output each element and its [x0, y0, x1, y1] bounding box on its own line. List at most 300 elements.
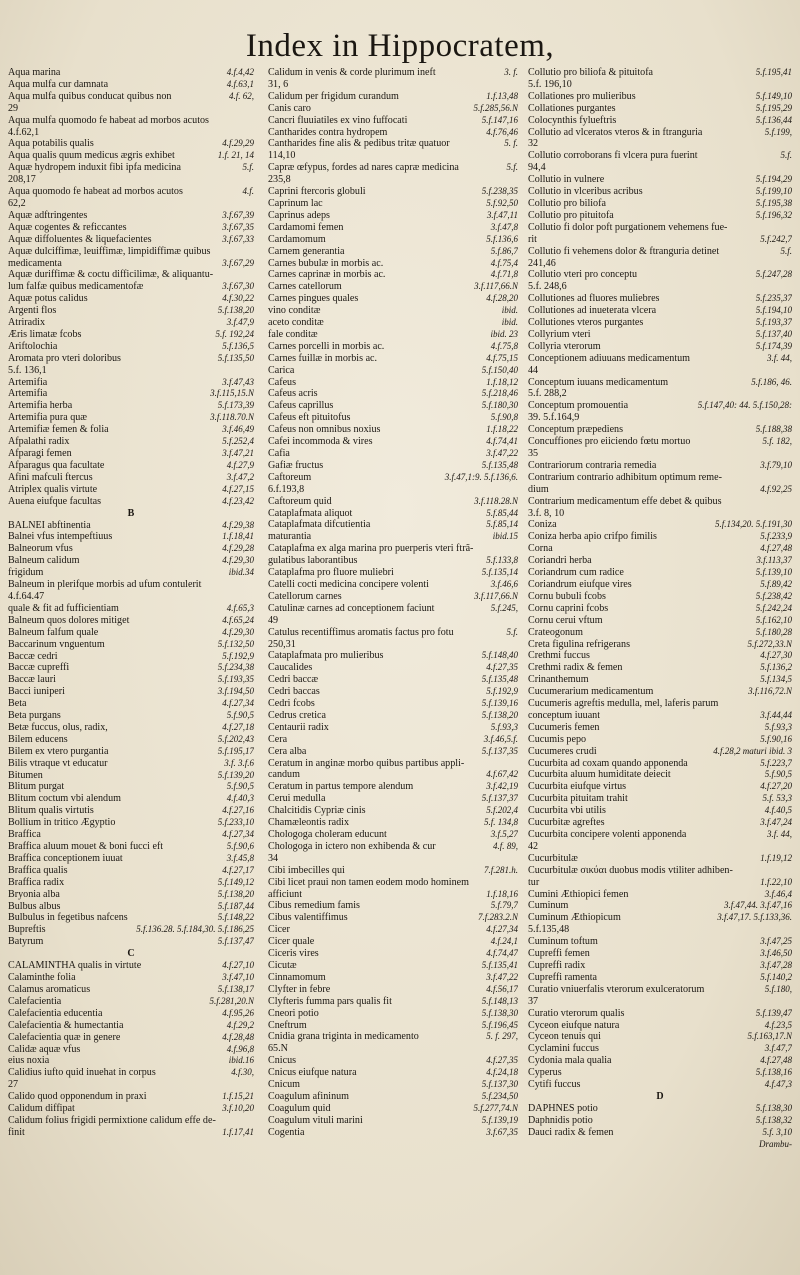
index-entry	[8, 936, 254, 948]
index-entry	[268, 1091, 518, 1103]
entry-term: Carnes fuillæ in morbis ac.	[268, 352, 378, 364]
entry-term: Collutio pro pituitofa	[528, 209, 614, 221]
index-entry	[528, 365, 792, 377]
entry-term: Cafeus	[268, 376, 297, 388]
index-entry	[8, 710, 254, 722]
entry-reference: 5.f.174,39	[755, 340, 792, 351]
entry-term: Bulbus albus	[8, 900, 61, 912]
entry-term: Cataplafmata pro mulieribus	[268, 650, 384, 662]
entry-reference: 4.f.29,30	[222, 555, 254, 566]
index-entry	[8, 317, 254, 329]
entry-term: Coniza	[528, 519, 557, 531]
entry-term: Cupreffi femen	[528, 948, 590, 960]
entry-term: Afparagus qua facultate	[8, 459, 105, 471]
entry-reference: 5.f.138,20	[481, 709, 518, 720]
entry-term: Cantharides contra hydropem	[268, 126, 388, 138]
entry-reference: 5.f.138,30	[481, 1007, 518, 1018]
entry-reference: 5.f.90,5	[226, 710, 254, 721]
index-entry	[268, 793, 518, 805]
entry-reference: 5.f.135,50	[217, 352, 254, 363]
index-entry	[268, 91, 518, 103]
entry-reference: 5.f.233,9	[760, 531, 792, 542]
index-entry	[268, 865, 518, 877]
entry-term: Balneum quos dolores mitiget	[8, 614, 130, 626]
index-entry	[528, 674, 792, 686]
index-entry	[268, 758, 518, 770]
entry-reference: 4.f.27,34	[486, 924, 518, 935]
entry-term: Cera	[268, 733, 288, 745]
index-entry	[528, 198, 792, 210]
entry-reference: 4.f.24,1	[490, 936, 518, 947]
entry-term: Calefacientia & humectantia	[8, 1019, 124, 1031]
entry-reference: 5.f.137,37	[481, 793, 518, 804]
index-entry	[528, 591, 792, 603]
entry-reference: ibid.	[501, 317, 518, 328]
index-entry	[268, 627, 518, 639]
index-entry	[528, 436, 792, 448]
entry-term: Carnem generantia	[268, 245, 345, 257]
index-entry	[8, 567, 254, 579]
index-entry	[8, 365, 254, 377]
entry-reference: 3.f.45,8	[226, 852, 254, 863]
entry-reference: 5.f.134,20. 5.f.191,30	[714, 519, 792, 530]
entry-reference: 5.f.195,17	[217, 745, 254, 756]
entry-term: Carnes bubulæ in morbis ac.	[268, 257, 384, 269]
entry-term: Bilem educens	[8, 733, 68, 745]
index-entry	[268, 936, 518, 948]
entry-reference: 3.f.67,35	[486, 1126, 518, 1137]
entry-term: Collutio fi vehemens dolor & ftranguria detinet	[528, 245, 720, 257]
index-entry	[528, 1020, 792, 1032]
index-entry	[8, 1032, 254, 1044]
index-entry	[8, 138, 254, 150]
index-entry	[8, 853, 254, 865]
index-entry	[528, 710, 792, 722]
entry-reference: 5.f.149,12	[217, 876, 254, 887]
entry-term: frigidum	[8, 567, 44, 579]
entry-reference: 1.f.18,12	[486, 376, 518, 387]
index-entry	[8, 162, 254, 174]
index-entry	[528, 758, 792, 770]
index-entry	[8, 293, 254, 305]
entry-reference: 4.f.24,18	[486, 1067, 518, 1078]
entry-reference: 4.f.28,2 maturi ibid. 3	[713, 745, 792, 756]
index-entry	[528, 519, 792, 531]
index-entry	[8, 67, 254, 79]
index-entry	[268, 138, 518, 150]
entry-term: Cucurbita vbi utilis	[528, 805, 606, 817]
entry-reference: 5.f.136,2	[760, 662, 792, 673]
entry-term: Balneorum vfus	[8, 543, 73, 555]
index-entry	[8, 127, 254, 139]
entry-reference: 3.f.47,22	[486, 448, 518, 458]
entry-reference: 4.f.27,48	[760, 1055, 792, 1066]
index-entry	[528, 341, 792, 353]
entry-reference: 5.f.245,	[490, 602, 518, 613]
index-entry	[8, 627, 254, 639]
entry-term: Coriandri herba	[528, 555, 592, 567]
index-entry	[268, 472, 518, 484]
index-entry	[8, 1079, 254, 1091]
entry-reference: 5.f. 53,3	[762, 793, 792, 804]
index-entry	[268, 698, 518, 710]
entry-reference: 5.f.202,4	[486, 805, 518, 816]
entry-term: Cedri baccæ	[268, 674, 319, 686]
entry-reference: 4.f.27,17	[222, 864, 254, 875]
index-entry	[268, 924, 518, 936]
index-entry	[8, 436, 254, 448]
entry-reference: 3.f. 44,	[766, 352, 792, 363]
index-entry	[8, 734, 254, 746]
entry-term: 32	[528, 138, 539, 150]
index-entry	[528, 1043, 792, 1055]
entry-term: Calidum diffipat	[8, 1103, 75, 1115]
index-entry	[268, 1020, 518, 1032]
index-entry	[268, 662, 518, 674]
entry-term: Cupreffi radix	[528, 959, 586, 971]
index-entry	[528, 91, 792, 103]
entry-reference: 5.f.180,28	[755, 626, 792, 637]
index-entry	[268, 365, 518, 377]
index-entry	[268, 258, 518, 270]
index-entry	[8, 603, 254, 615]
entry-term: eius noxia	[8, 1055, 50, 1067]
entry-reference: 5.f.86,7	[490, 245, 518, 256]
index-entry	[268, 674, 518, 686]
entry-term: 241,46	[528, 257, 556, 269]
index-entry	[8, 1115, 254, 1127]
index-entry	[528, 1055, 792, 1067]
index-entry	[268, 460, 518, 472]
entry-term: Calefacientia quæ in genere	[8, 1031, 121, 1043]
entry-reference: 5.f.138,30	[755, 1102, 792, 1113]
index-entry	[528, 127, 792, 139]
index-entry	[268, 186, 518, 198]
entry-reference: 3.f.79,10	[760, 459, 792, 470]
entry-reference: 5.f.137,40	[755, 328, 792, 339]
entry-term: Cafei incommoda & vires	[268, 436, 373, 448]
entry-reference: 4.f.27,15	[222, 483, 254, 494]
entry-term: Cucurbita eiufque virtus	[528, 781, 627, 793]
index-entry	[528, 889, 792, 901]
entry-reference: ibid.15	[492, 531, 518, 542]
entry-reference: 4.f.28,48	[222, 1031, 254, 1042]
index-entry	[528, 1103, 792, 1115]
entry-term: Atriplex qualis virtute	[8, 483, 98, 495]
index-entry	[8, 186, 254, 198]
entry-term: 27	[8, 1079, 19, 1091]
entry-term: Braffica aluum mouet & boni fucci eft	[8, 841, 164, 852]
index-entry	[8, 115, 254, 127]
entry-term: Cuminum	[528, 900, 569, 912]
entry-reference: 5.f.148,13	[481, 995, 518, 1006]
entry-term: rit	[528, 233, 537, 245]
entry-term: Cedri fcobs	[268, 698, 315, 710]
entry-reference: 4.f.76,46	[486, 126, 518, 137]
entry-term: 208,17	[8, 174, 36, 186]
entry-reference: 3.f.47,8	[490, 221, 518, 232]
entry-term: Calido quod opponendum in praxi	[8, 1091, 147, 1103]
entry-reference: 5.f.136.28. 5.f.184,30. 5.f.186,25	[136, 924, 254, 935]
entry-term: Collutio in vlceribus acribus	[528, 186, 643, 198]
entry-reference: 5.f.150,40	[481, 364, 518, 375]
entry-term: 49	[268, 614, 279, 626]
entry-reference: 3.f.47,11	[486, 209, 518, 220]
index-entry	[268, 377, 518, 389]
entry-term: Cardamomi femen	[268, 221, 344, 233]
index-entry	[528, 150, 792, 162]
entry-term: Collyria vterorum	[528, 340, 601, 352]
index-entry	[8, 174, 254, 186]
index-entry	[8, 639, 254, 651]
entry-reference: 3.f.47,9	[226, 317, 254, 328]
entry-reference: 4.f.75,4	[490, 257, 518, 268]
entry-reference: 3.f.118.28.N	[474, 495, 518, 506]
index-entry	[528, 627, 792, 639]
index-entry	[268, 710, 518, 722]
entry-reference: 5.f.	[780, 150, 792, 161]
index-entry	[268, 900, 518, 912]
index-entry	[268, 305, 518, 317]
index-entry	[8, 817, 254, 829]
entry-reference: 5.f.247,28	[755, 269, 792, 280]
entry-reference: 5.f.188,38	[755, 424, 792, 435]
entry-reference: 5.f.133,8	[486, 555, 518, 566]
entry-reference: 3.f.47,21	[222, 448, 254, 458]
entry-reference: 3.f.115,15.N	[210, 388, 254, 399]
entry-term: Chamæleontis radix	[268, 817, 350, 829]
entry-reference: 3.f.47,2	[226, 471, 254, 482]
entry-term: Blitum qualis virtutis	[8, 805, 94, 817]
entry-term: Cafeus caprillus	[268, 400, 334, 412]
index-entry	[8, 972, 254, 984]
index-entry	[8, 579, 254, 591]
entry-reference: 5.f.135,48	[481, 459, 518, 470]
index-entry	[528, 972, 792, 984]
index-entry	[268, 650, 518, 662]
entry-term: Collutio pro biliofa & pituitofa	[528, 67, 654, 78]
entry-term: Coriandrum eiufque vires	[528, 578, 632, 590]
index-entry	[528, 258, 792, 270]
index-entry	[268, 67, 518, 79]
entry-term: Cupreffi ramenta	[528, 971, 598, 983]
index-entry	[8, 698, 254, 710]
entry-term: 5.f. 136,1	[8, 364, 47, 376]
entry-term: 5.f. 248,6	[528, 281, 567, 293]
index-entry	[528, 1067, 792, 1079]
entry-reference: 4.f.	[242, 186, 254, 197]
entry-term: 3.f. 8, 10	[528, 507, 565, 519]
entry-term: Ariftolochia	[8, 340, 58, 352]
entry-term: Cardamomum	[268, 233, 326, 245]
entry-reference: 3.f.47,7	[764, 1043, 792, 1054]
entry-term: maturantia	[268, 531, 312, 543]
index-entry	[528, 805, 792, 817]
index-entry	[268, 829, 518, 841]
index-entry	[8, 198, 254, 210]
index-entry	[268, 948, 518, 960]
index-entry	[528, 79, 792, 91]
entry-reference: 4.f.27,10	[222, 960, 254, 971]
entry-reference: 5.f.134,5	[760, 674, 792, 685]
entry-reference: 4.f.75,8	[490, 340, 518, 351]
index-entry	[528, 865, 792, 877]
index-entry	[8, 412, 254, 424]
entry-reference: 3.f.44,44	[760, 709, 792, 720]
entry-reference: 5.f.135,41	[481, 959, 518, 970]
entry-reference: 4.f.65,24	[222, 614, 254, 625]
index-entry	[8, 984, 254, 996]
entry-term: Cerui medulla	[268, 793, 326, 805]
entry-term: Braffica radix	[8, 876, 65, 888]
entry-term: Catulus recentiffimus aromatis factus pro fotu	[268, 626, 454, 638]
entry-reference: 5.f.192,9	[222, 650, 254, 661]
entry-reference: 4.f.27,34	[222, 698, 254, 709]
entry-term: Cicer quale	[268, 936, 315, 948]
entry-reference: 3.f.47,43	[222, 376, 254, 387]
entry-term: Ceratum in partus tempore alendum	[268, 781, 414, 793]
index-entry	[8, 889, 254, 901]
entry-term: 65.N	[268, 1043, 288, 1055]
entry-term: Braffica qualis	[8, 864, 68, 876]
index-entry	[268, 805, 518, 817]
entry-term: BALNEI abftinentia	[8, 519, 91, 531]
entry-term: Aquæ cogentes & reficcantes	[8, 221, 127, 233]
index-entry	[528, 746, 792, 758]
entry-reference: 3.f.46,49	[222, 424, 254, 435]
page-title: Index in Hippocratem,	[245, 28, 555, 64]
entry-term: Cataplafma pro fluore muliebri	[268, 567, 394, 579]
entry-reference: 3.f.47,1:9. 5.f.136,6.	[444, 471, 518, 482]
index-entry	[8, 829, 254, 841]
entry-reference: 5.f.149,10	[755, 90, 792, 101]
entry-term: Cantharides fine alis & pedibus tritæ quatuor	[268, 138, 450, 150]
entry-term: Collutio corroborans fi vlcera pura fuerint	[528, 150, 698, 162]
index-entry	[528, 650, 792, 662]
index-entry	[528, 246, 792, 258]
entry-term: Cucurbitæ agreftes	[528, 817, 605, 829]
entry-reference: 3.f.67,33	[222, 233, 254, 244]
entry-reference: 5.f.137,35	[481, 745, 518, 756]
index-entry	[528, 984, 792, 996]
entry-reference: 5.f.137,47	[217, 936, 254, 947]
entry-term: Concuffiones pro eiiciendo fœtu mortuo	[528, 436, 691, 448]
entry-reference: 5.f.218,46	[481, 388, 518, 399]
index-entry	[528, 496, 792, 508]
index-entry	[8, 353, 254, 365]
entry-reference: 3.f.194,50	[217, 686, 254, 697]
entry-reference: 1.f.13,48	[486, 90, 518, 101]
section-letter: D	[656, 1090, 664, 1102]
index-entry	[268, 341, 518, 353]
index-entry	[528, 484, 792, 496]
entry-reference: 4.f.27,20	[760, 781, 792, 792]
index-entry	[8, 448, 254, 460]
index-entry	[268, 972, 518, 984]
entry-reference: 5.f.135,48	[481, 674, 518, 685]
index-entry	[268, 543, 518, 555]
entry-term: Bacci iuniperi	[8, 686, 65, 698]
entry-reference: 5.f.180,	[764, 983, 792, 994]
entry-reference: 5.f.242,24	[755, 602, 792, 613]
entry-term: Chologoga in ictero non exhibenda & cur	[268, 840, 436, 852]
entry-term: Crethmi radix & femen	[528, 662, 623, 674]
index-entry	[8, 305, 254, 317]
entry-term: Canis caro	[268, 102, 311, 114]
index-entry	[528, 317, 792, 329]
index-entry	[528, 853, 792, 865]
entry-reference: 5.f.136,44	[755, 114, 792, 125]
entry-term: Bilem ex vtero purgantia	[8, 745, 109, 757]
entry-term: Calamus aromaticus	[8, 983, 91, 995]
index-entry	[268, 269, 518, 281]
index-entry	[528, 508, 792, 520]
entry-term: Braffica	[8, 829, 41, 841]
entry-term: Caprinus adeps	[268, 209, 330, 221]
index-entry	[268, 1055, 518, 1067]
entry-reference: 5.f.139,47	[755, 1007, 792, 1018]
entry-reference: 3.f.46,50	[760, 948, 792, 959]
entry-term: Collutio ad vlceratos vteros & in ftranguria	[528, 126, 703, 138]
entry-term: Crateogonum	[528, 626, 583, 638]
entry-term: Curatio vterorum qualis	[528, 1007, 625, 1019]
index-entry	[528, 281, 792, 293]
entry-term: Calidum folius frigidi permixtione calidum effe de-	[8, 1114, 216, 1126]
entry-term: Cucurbita aluum humiditate deiecit	[528, 769, 671, 781]
entry-term: 94,4	[528, 162, 546, 174]
entry-reference: 5.f.90,16	[760, 733, 792, 744]
entry-term: Cataplafma ex alga marina pro puerperis vteri ftrã-	[268, 543, 474, 555]
entry-term: Aqua marina	[8, 67, 61, 78]
entry-term: Collutiones ad inueterata vlcera	[528, 305, 657, 317]
entry-reference: 4.f.23,42	[222, 495, 254, 506]
entry-reference: 5.f.199,10	[755, 186, 792, 197]
index-entry	[8, 924, 254, 936]
entry-term: Cataplafmata aliquot	[268, 507, 353, 519]
index-entry	[528, 222, 792, 234]
index-entry	[528, 543, 792, 555]
entry-reference: 5.f.272,33.N	[747, 638, 792, 649]
entry-reference: Drambu-	[759, 1138, 792, 1149]
entry-term: Carnes caprinæ in morbis ac.	[268, 269, 386, 281]
entry-term: Carnes porcelli in morbis ac.	[268, 340, 385, 352]
entry-term: Caprinum lac	[268, 197, 323, 209]
index-entry	[528, 900, 792, 912]
entry-term: Bupreftis	[8, 924, 46, 936]
entry-term: 29	[8, 102, 19, 114]
entry-term: DAPHNES potio	[528, 1102, 598, 1114]
index-entry	[8, 912, 254, 924]
entry-term: Capræ œfypus, fordes ad nares capræ medicina	[268, 162, 459, 174]
entry-reference: ibid. 23	[490, 328, 518, 339]
index-entry	[528, 1115, 792, 1127]
entry-term: Aqua mulfa quomodo fe habeat ad morbos acutos	[8, 114, 209, 126]
index-entry	[528, 472, 792, 484]
entry-reference: 4.f.92,25	[760, 483, 792, 494]
index-entry	[8, 388, 254, 400]
entry-reference: 4.f.56,17	[486, 983, 518, 994]
entry-term: Curatio vniuerfalis vterorum exulceratorum	[528, 983, 705, 995]
entry-reference: 4.f.75,15	[486, 352, 518, 363]
entry-term: Carica	[268, 364, 295, 376]
entry-term: Cicutæ	[268, 959, 297, 971]
entry-term: Æris limatæ fcobs	[8, 328, 82, 340]
entry-reference: 3.f.118.70.N	[210, 412, 254, 423]
entry-reference: 5.f.195,29	[755, 102, 792, 113]
index-entry	[8, 472, 254, 484]
entry-term: Bollium in tritico Ægyptio	[8, 817, 116, 829]
entry-term: Balnei vfus intempeftiuus	[8, 531, 113, 543]
